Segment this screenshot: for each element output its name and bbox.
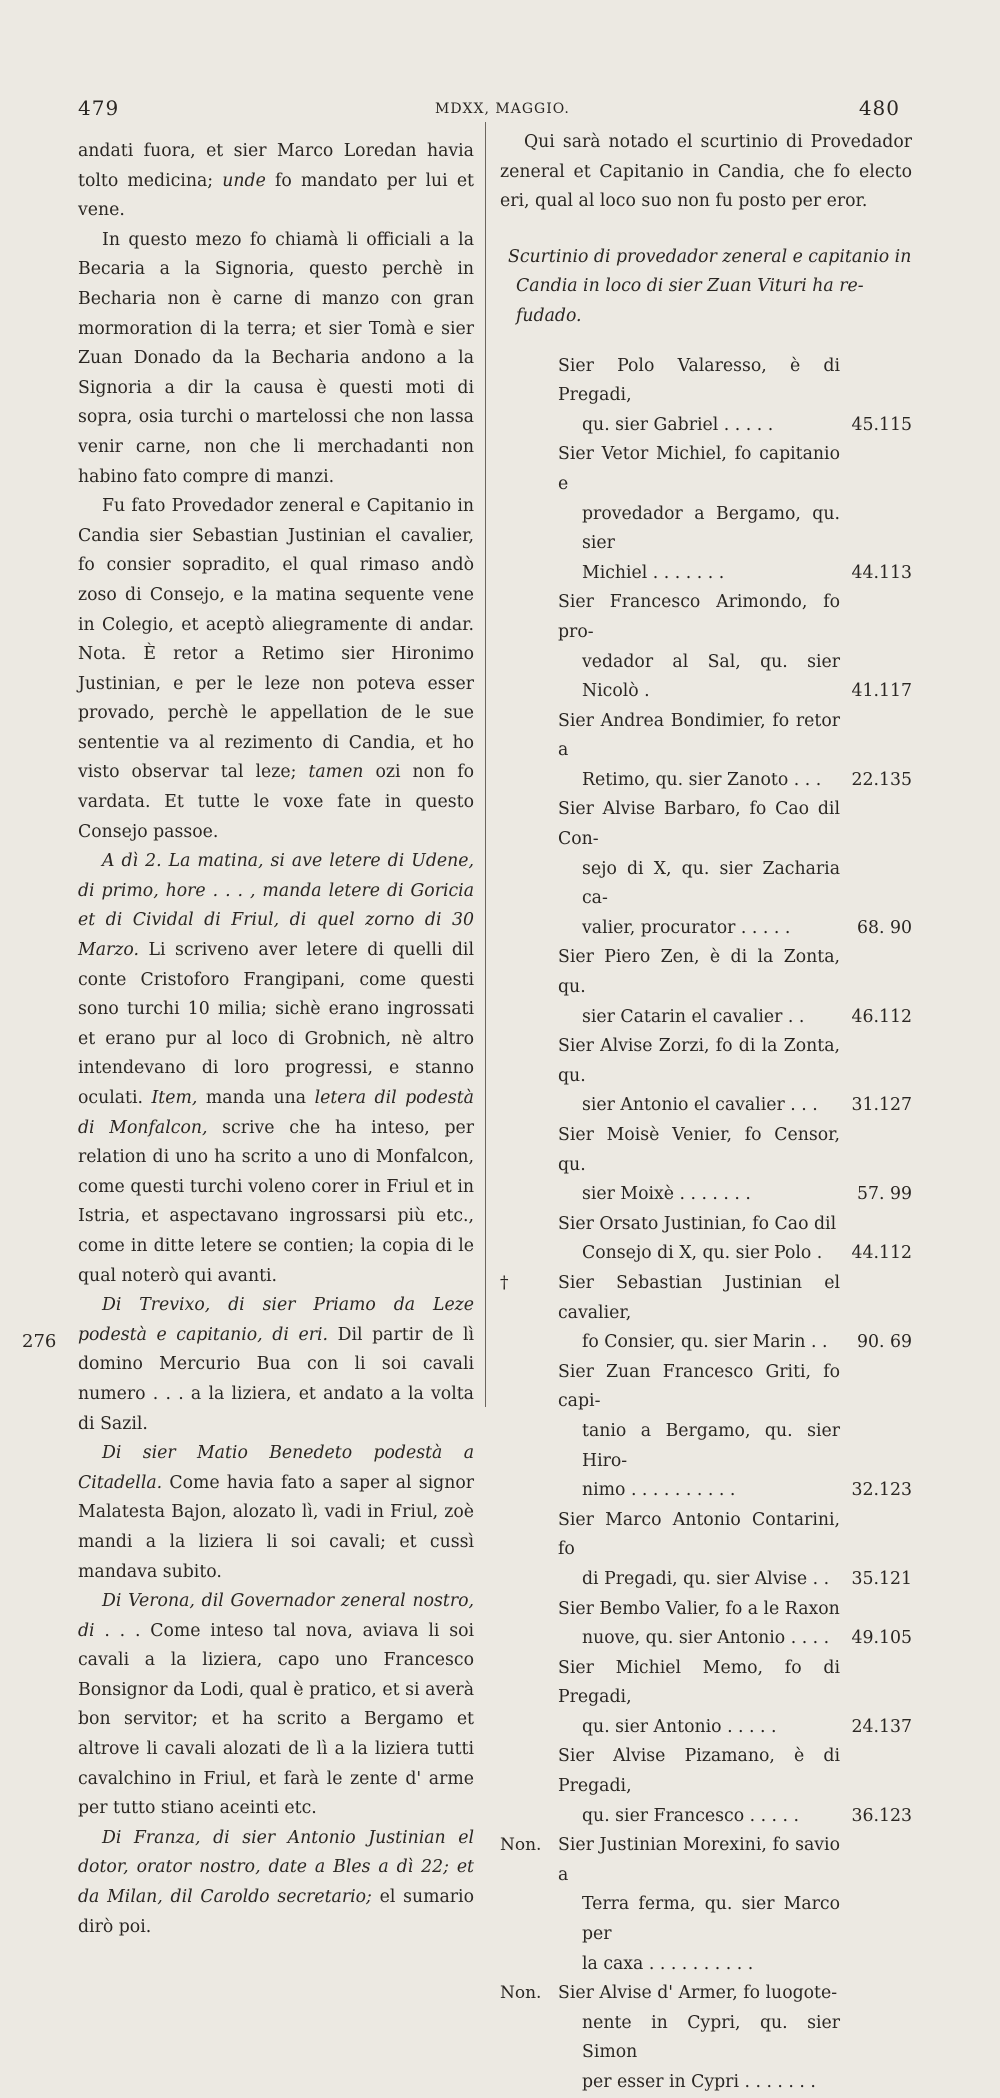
candidate-list — [500, 352, 912, 2098]
candidate-mark: † — [500, 1272, 509, 1293]
candidate-votes: 36.123 — [851, 1805, 912, 1826]
text-run: Dil partir de lì domino Mercurio Bua con li soi cavali numero . . . a la liziera, et andato a la volta di Sazil. — [78, 1324, 474, 1434]
candidate-votes: 32.123 — [851, 1480, 912, 1501]
candidate-line: Sier Andrea Bondimier, fo retor a — [558, 710, 840, 761]
candidate-entry — [500, 1654, 912, 1743]
candidate-name — [546, 1032, 840, 1121]
text-run: . . . Come inteso tal nova, aviava li soi cavali a la liziera, capo uno Francesco Bonsignor da Lodi, qual è pratico, et si averà bon servitor; et ha scrito a Bergamo et altrove li cavali alozati de lì a la liziera tutti cavalchino in Friul, et farà le zente d' arme per tutto stiano aceinti etc. — [78, 1620, 474, 1819]
candidate-name — [546, 352, 840, 441]
italic-text: Di Verona, dil Governador zeneral nostro, di — [78, 1591, 474, 1641]
candidate-entry — [500, 1358, 912, 1506]
candidate-name — [546, 1742, 840, 1831]
candidate-name — [546, 707, 840, 796]
italic-text: tamen — [308, 762, 364, 783]
candidate-mark — [500, 1032, 546, 1121]
candidate-mark — [500, 1506, 546, 1595]
text-run: el sumario dirò poi. — [78, 1887, 474, 1937]
candidate-mark — [500, 352, 546, 441]
candidate-line: Sier Alvise d' Armer, fo luogote- — [558, 1983, 838, 2004]
candidate-entry — [500, 1595, 912, 1654]
candidate-line: nente in Cypri, qu. sier Simon — [582, 2012, 840, 2063]
italic-text: Di sier Matio Benedeto podestà a Citadella. — [78, 1443, 474, 1493]
paragraph — [78, 1587, 474, 1824]
candidate-mark — [500, 1210, 546, 1269]
paragraph — [78, 137, 474, 226]
candidate-name — [546, 1121, 840, 1210]
candidate-line: Sier Zuan Francesco Griti, fo capi- — [558, 1361, 840, 1412]
candidate-line: Sier Marco Antonio Contarini, fo — [558, 1509, 840, 1560]
text-run: Come havia fato a saper al signor Malatesta Bajon, alozato lì, vadi in Friul, zoè mandi a la liziera li soi cavali; et cussì mandava subito. — [78, 1472, 474, 1582]
candidate-name — [546, 1506, 840, 1595]
candidate-line: valier, procurator . . . . . — [582, 917, 791, 938]
italic-text: letera dil podestà di Monfalcon, — [78, 1088, 474, 1138]
candidate-line: sejo di X, qu. sier Zacharia ca- — [582, 858, 840, 909]
candidate-name — [546, 1269, 840, 1358]
text-run: Li scriveno aver letere di quelli dil conte Cristoforo Frangipani, come questi sono turchi 10 milia; sichè erano ingrossati et erano pur al loco di Grobnich, nè altro intendevano di loro progressi, e stanno oculati. — [78, 940, 474, 1108]
scrutiny-heading-line: Scurtinio di provedador zeneral e capitanio in — [508, 246, 912, 267]
candidate-line: Sier Alvise Pizamano, è di Pregadi, — [558, 1746, 840, 1797]
candidate-name — [546, 943, 840, 1032]
candidate-mark — [500, 588, 546, 706]
candidate-line: Consejo di X, qu. sier Polo . — [582, 1243, 823, 1264]
candidate-mark — [500, 1742, 546, 1831]
paragraph — [78, 1439, 474, 1587]
candidate-line: qu. sier Francesco . . . . . — [582, 1805, 800, 1826]
candidate-entry — [500, 943, 912, 1032]
candidate-line: Sier Bembo Valier, fo a le Raxon — [558, 1598, 840, 1619]
italic-text: unde — [222, 170, 266, 191]
candidate-name — [546, 1210, 840, 1269]
candidate-line: per esser in Cypri . . . . . . . — [582, 2072, 816, 2092]
candidate-line: Sier Michiel Memo, fo di Pregadi, — [558, 1657, 840, 1708]
scrutiny-heading-line: Candia in loco di sier Zuan Vituri ha re- — [516, 276, 864, 297]
candidate-votes: 45.115 — [851, 414, 912, 435]
candidate-entry — [500, 1032, 912, 1121]
candidate-votes: 46.112 — [851, 1006, 912, 1027]
candidate-votes: 90. 69 — [857, 1332, 912, 1353]
text-run: andati fuora, et sier Marco Loredan havia tolto medicina; — [78, 141, 474, 191]
candidate-entry — [500, 440, 912, 588]
candidate-votes: 68. 90 — [857, 917, 912, 938]
candidate-name — [546, 588, 840, 706]
text-run: Fu fato Provedador zeneral e Capitanio in Candia sier Sebastian Justinian el cavalier, fo consier sopradito, el qual rimaso andò zoso di Consejo, e la matina sequente vene in Colegio, et aceptò aliegramente di andar. Nota. È retor a Retimo sier Hironimo Justinian, e per le leze non poteva esser provado, perchè le appellation de le sue sententie va al rezimento di Candia, et ho visto observar tal leze; — [78, 496, 474, 783]
candidate-entry — [500, 1506, 912, 1595]
candidate-name — [546, 1831, 840, 1979]
candidate-line: Terra ferma, qu. sier Marco per — [582, 1894, 840, 1945]
candidate-entry — [500, 795, 912, 943]
candidate-line: sier Antonio el cavalier . . . — [582, 1095, 818, 1116]
candidate-line: qu. sier Antonio . . . . . — [582, 1716, 777, 1737]
candidate-line: Michiel . . . . . . . — [582, 562, 725, 583]
candidate-entry — [500, 1269, 912, 1358]
scrutiny-heading — [500, 243, 912, 332]
text-run: scrive che ha inteso, per relation di uno ha scrito a uno di Monfalcon, come questi turchi voleno corer in Friul et in Istria, et aspectavano ingrossarsi più etc., come in ditte letere se contien; la copia di le qual noterò qui avanti. — [78, 1117, 474, 1286]
candidate-mark — [500, 1595, 546, 1654]
italic-text: Item, — [151, 1088, 198, 1108]
candidate-votes: 49.105 — [851, 1628, 912, 1649]
candidate-mark: Non. — [500, 1983, 542, 2004]
candidate-line: Sier Polo Valaresso, è di Pregadi, — [558, 355, 840, 406]
text-run: fo mandato per lui et vene. — [78, 170, 474, 221]
candidate-line: Sier Alvise Barbaro, fo Cao dil Con- — [558, 799, 840, 850]
candidate-mark — [500, 1121, 546, 1210]
candidate-entry — [500, 1979, 912, 2097]
candidate-votes: 44.113 — [851, 562, 912, 583]
scrutiny-heading-line: fudado. — [516, 305, 582, 326]
candidate-line: di Pregadi, qu. sier Alvise . . — [582, 1568, 830, 1589]
paragraph — [78, 1291, 474, 1439]
candidate-line: fo Consier, qu. sier Marin . . — [582, 1332, 828, 1353]
italic-text: Di Trevixo, di sier Priamo da Leze podestà e capitanio, di eri. — [78, 1295, 474, 1345]
paragraph — [78, 492, 474, 847]
paragraph — [78, 226, 474, 492]
candidate-line: vedador al Sal, qu. sier Nicolò . — [582, 651, 840, 702]
text-run: manda una — [197, 1088, 315, 1108]
candidate-line: Sier Piero Zen, è di la Zonta, qu. — [558, 947, 840, 998]
left-column — [78, 137, 474, 1942]
candidate-line: tanio a Bergamo, qu. sier Hiro- — [582, 1420, 840, 1471]
candidate-name — [546, 795, 840, 943]
candidate-line: la caxa . . . . . . . . . . — [582, 1953, 754, 1974]
candidate-entry — [500, 707, 912, 796]
paragraph — [78, 1824, 474, 1942]
candidate-mark — [500, 707, 546, 796]
text-run: In questo mezo fo chiamà li officiali a la Becaria a la Signoria, questo perchè in Becharia non è carne di manzo con gran mormoration di la terra; et sier Tomà e sier Zuan Donado da la Becharia andono a la Signoria a dir la causa è questi moti di sopra, osia turchi o martelossi che non lassa venir carne, non che li merchadanti non habino fato compre di manzi. — [78, 229, 474, 487]
candidate-name — [546, 1595, 840, 1654]
candidate-votes: 22.135 — [851, 769, 912, 790]
candidate-line: Retimo, qu. sier Zanoto . . . — [582, 769, 822, 790]
candidate-votes: 31.127 — [851, 1095, 912, 1116]
candidate-votes: 35.121 — [851, 1568, 912, 1589]
right-column — [500, 128, 912, 2098]
candidate-line: Sier Alvise Zorzi, fo di la Zonta, qu. — [558, 1036, 840, 1086]
running-header: MDXX, MAGGIO. — [435, 101, 570, 117]
candidate-mark — [500, 1358, 546, 1506]
candidate-votes: 24.137 — [851, 1716, 912, 1737]
left-page-number: 479 — [78, 96, 120, 120]
candidate-mark — [500, 943, 546, 1032]
candidate-votes: 44.112 — [851, 1243, 912, 1264]
candidate-votes: 41.117 — [851, 681, 912, 702]
candidate-line: sier Catarin el cavalier . . — [582, 1006, 805, 1027]
candidate-line: Sier Sebastian Justinian el cavalier, — [558, 1272, 840, 1323]
candidate-name — [546, 440, 840, 588]
candidate-entry — [500, 1742, 912, 1831]
candidate-line: Sier Justinian Morexini, fo savio a — [558, 1835, 840, 1885]
candidate-line: qu. sier Gabriel . . . . . — [582, 414, 774, 435]
italic-text: Di Franza, di sier Antonio Justinian el dotor, orator nostro, date a Bles a dì 22; et da Milan, dil Caroldo secretario; — [78, 1827, 474, 1908]
candidate-entry — [500, 1831, 912, 1979]
candidate-entry — [500, 588, 912, 706]
candidate-line: sier Moixè . . . . . . . — [582, 1184, 751, 1205]
text-run: ozi non fo vardata. Et tutte le voxe fate in questo Consejo passoe. — [78, 762, 475, 842]
candidate-line: nuove, qu. sier Antonio . . . . — [582, 1628, 830, 1649]
candidate-mark — [500, 1654, 546, 1743]
candidate-line: nimo . . . . . . . . . . — [582, 1480, 736, 1501]
candidate-line: Sier Francesco Arimondo, fo pro- — [558, 592, 840, 642]
candidate-entry — [500, 352, 912, 441]
candidate-entry — [500, 1121, 912, 1210]
italic-text: A dì 2. La matina, si ave letere di Udene, di primo, hore . . . , manda letere di Goricia et di Cividal di Friul, di quel zorno di 30 Marzo. — [78, 851, 474, 961]
paragraph — [78, 847, 474, 1291]
candidate-mark — [500, 440, 546, 588]
candidate-mark — [500, 795, 546, 943]
right-page-number: 480 — [858, 96, 900, 120]
candidate-entry — [500, 1210, 912, 1269]
candidate-line: provedador a Bergamo, qu. sier — [582, 503, 840, 554]
column-divider — [485, 122, 486, 1407]
candidate-name — [546, 1979, 840, 2097]
candidate-line: Sier Moisè Venier, fo Censor, qu. — [558, 1125, 840, 1175]
candidate-line: Sier Orsato Justinian, fo Cao dil — [558, 1213, 837, 1234]
candidate-name — [546, 1358, 840, 1506]
candidate-votes: 57. 99 — [857, 1184, 912, 1205]
candidate-name — [546, 1654, 840, 1743]
candidate-line: Sier Vetor Michiel, fo capitanio e — [558, 444, 840, 494]
scrutiny-intro: Qui sarà notado el scurtinio di Provedador zeneral et Capitanio in Candia, che fo electo eri, qual al loco suo non fu posto per eror. — [500, 132, 912, 212]
candidate-mark: Non. — [500, 1835, 542, 1856]
margin-number: 276 — [22, 1331, 57, 1352]
